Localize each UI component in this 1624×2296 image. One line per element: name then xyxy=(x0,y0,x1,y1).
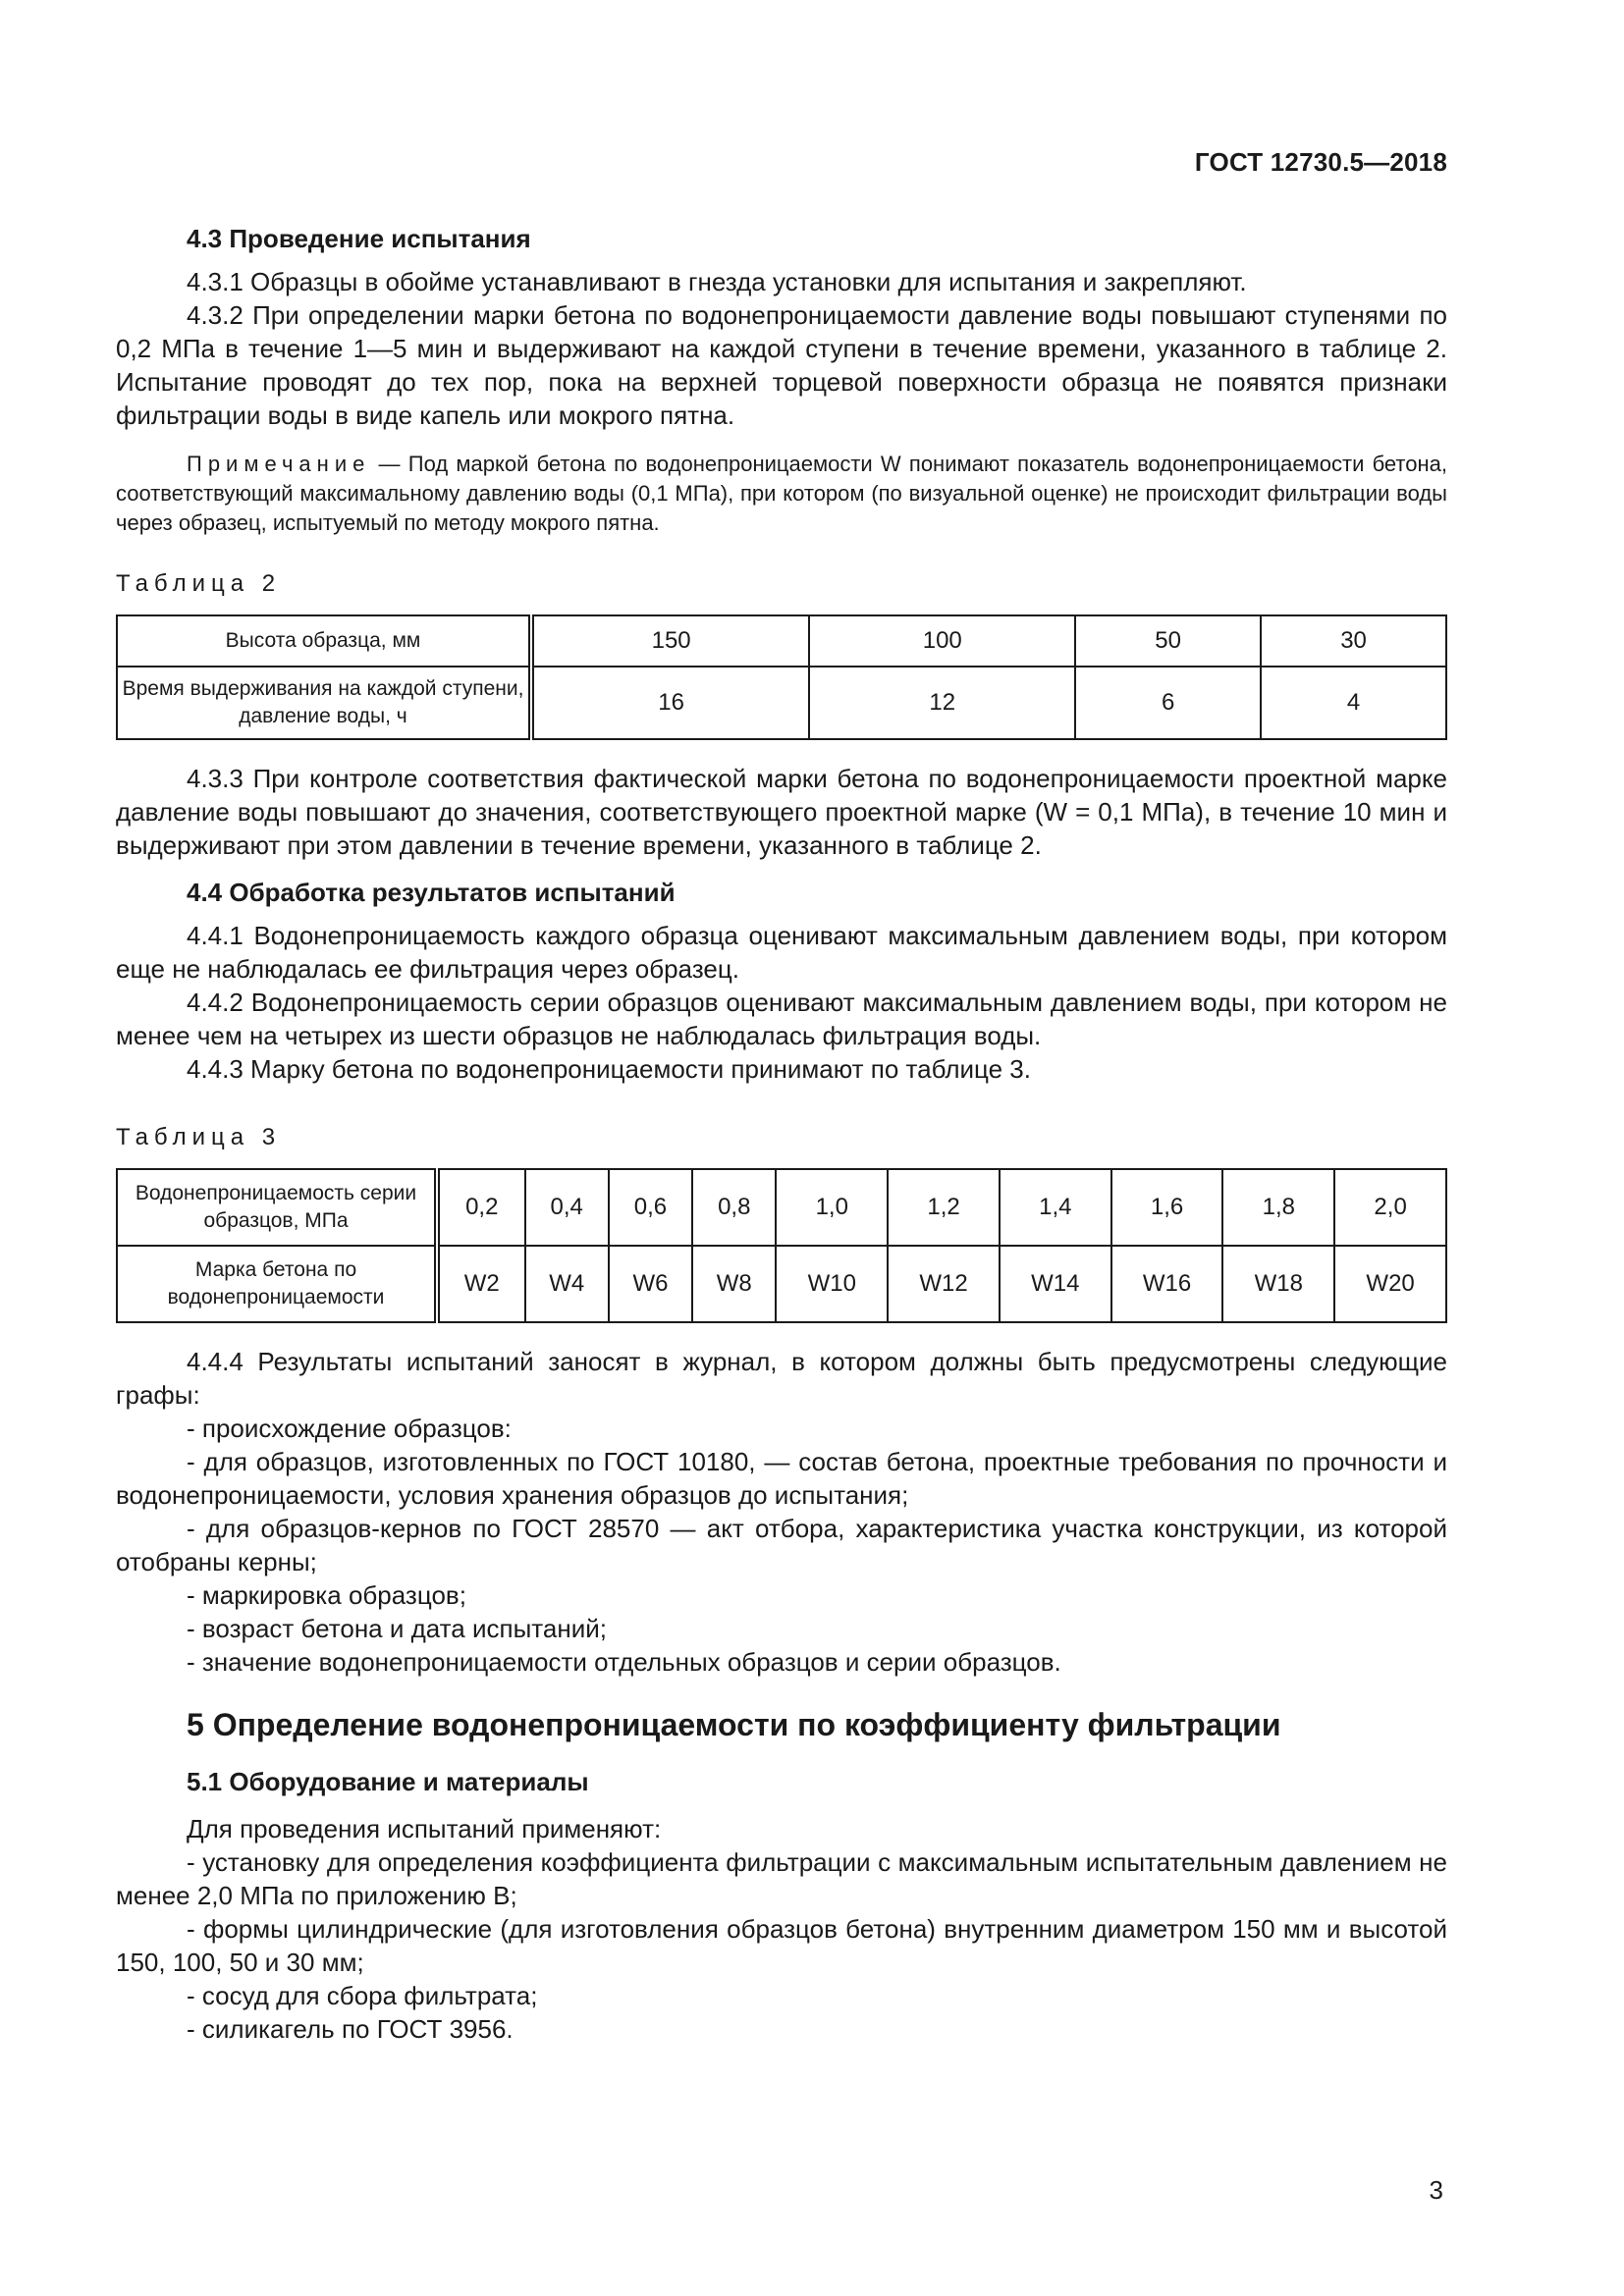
table-cell: 50 xyxy=(1075,615,1261,667)
table-cell: 100 xyxy=(809,615,1075,667)
table-cell: 150 xyxy=(531,615,809,667)
table-cell: W12 xyxy=(888,1246,1000,1322)
paragraph-5-1-intro: Для проведения испытаний применяют: xyxy=(187,1814,662,1843)
table-cell: W16 xyxy=(1111,1246,1223,1322)
list-item: - для образцов-кернов по ГОСТ 28570 — акт отбора, характеристика участка конструкции, из которой отобраны керны; xyxy=(116,1514,1447,1576)
table-2-caption: Таблица 2 xyxy=(116,570,282,597)
table-cell: 12 xyxy=(809,667,1075,739)
heading-5-1: 5.1 Оборудование и материалы xyxy=(187,1767,589,1796)
table-cell: 0,2 xyxy=(437,1169,525,1246)
list-item: - возраст бетона и дата испытаний; xyxy=(187,1614,607,1643)
table-cell: W14 xyxy=(1000,1246,1111,1322)
paragraph-4-3-1: 4.3.1 Образцы в обойме устанавливают в гнезда установки для испытания и закрепляют. xyxy=(187,267,1247,296)
list-item: - сосуд для сбора фильтрата; xyxy=(187,1981,538,2010)
table-3 xyxy=(116,1168,1447,1323)
table-cell: W6 xyxy=(609,1246,692,1322)
table-cell: 6 xyxy=(1075,667,1261,739)
table-cell: 1,8 xyxy=(1222,1169,1334,1246)
document-body xyxy=(116,222,1447,2046)
table-cell: 1,0 xyxy=(776,1169,888,1246)
note-label: Примечание xyxy=(187,452,371,476)
table-cell: 30 xyxy=(1261,615,1446,667)
table-3-row1-header: Водонепроницаемость серии образцов, МПа xyxy=(117,1169,437,1246)
table-cell: 2,0 xyxy=(1334,1169,1446,1246)
list-item: - происхождение образцов: xyxy=(187,1414,512,1443)
paragraph-4-4-3: 4.4.3 Марку бетона по водонепроницаемости принимают по таблице 3. xyxy=(187,1054,1031,1084)
table-row xyxy=(117,667,1446,739)
table-cell: 0,4 xyxy=(525,1169,609,1246)
list-item: - силикагель по ГОСТ 3956. xyxy=(187,2014,514,2044)
paragraph-4-4-2: 4.4.2 Водонепроницаемость серии образцов оценивают максимальным давлением воды, при котором не менее чем на четырех из шести образцов не наблюдалась фильтрация воды. xyxy=(116,988,1447,1050)
paragraph-4-4-1: 4.4.1 Водонепроницаемость каждого образца оценивают максимальным давлением воды, при котором еще не наблюдалась ее фильтрация через образец. xyxy=(116,921,1447,984)
list-item: - формы цилиндрические (для изготовления образцов бетона) внутренним диаметром 150 мм и высотой 150, 100, 50 и 30 мм; xyxy=(116,1914,1447,1977)
document-code: ГОСТ 12730.5—2018 xyxy=(1194,147,1447,177)
table-row xyxy=(117,1246,1446,1322)
heading-5: 5 Определение водонепроницаемости по коэффициенту фильтрации xyxy=(187,1707,1281,1742)
paragraph-4-3-3: 4.3.3 При контроле соответствия фактической марки бетона по водонепроницаемости проектной марке давление воды повышают до значения, соответствующего проектной марке (W = 0,1 МПа), в течение 10 мин и выдерживают при этом давлении в течение времени, указанного в таблице 2. xyxy=(116,764,1447,860)
table-3-row2-header: Марка бетона по водонепроницаемости xyxy=(117,1246,437,1322)
list-item: - для образцов, изготовленных по ГОСТ 10180, — состав бетона, проектные требования по прочности и водонепроницаемости, условия хранения образцов до испытания; xyxy=(116,1447,1447,1510)
table-cell: W8 xyxy=(692,1246,776,1322)
table-cell: 1,2 xyxy=(888,1169,1000,1246)
table-row xyxy=(117,615,1446,667)
list-item: - установку для определения коэффициента фильтрации с максимальным испытательным давлением не менее 2,0 МПа по приложению В; xyxy=(116,1847,1447,1910)
paragraph-4-4-4: 4.4.4 Результаты испытаний заносят в журнал, в котором должны быть предусмотрены следующие графы: xyxy=(116,1347,1447,1410)
table-cell: 1,6 xyxy=(1111,1169,1223,1246)
note-text: — Под маркой бетона по водонепроницаемости W понимают показатель водонепроницаемости бетона, соответствующий максимальному давлению воды (0,1 МПа), при котором (по визуальной оценке) не происходит фильтрации воды через образец, испытуемый по методу мокрого пятна. xyxy=(116,452,1447,535)
heading-4-3: 4.3 Проведение испытания xyxy=(187,224,531,253)
table-cell: W2 xyxy=(437,1246,525,1322)
table-cell: 0,6 xyxy=(609,1169,692,1246)
list-item: - маркировка образцов; xyxy=(187,1580,466,1610)
list-item: - значение водонепроницаемости отдельных образцов и серии образцов. xyxy=(187,1647,1061,1677)
heading-4-4: 4.4 Обработка результатов испытаний xyxy=(187,878,676,907)
table-cell: W4 xyxy=(525,1246,609,1322)
table-2-row2-header: Время выдерживания на каждой ступени, давление воды, ч xyxy=(117,667,531,739)
table-cell: 1,4 xyxy=(1000,1169,1111,1246)
table-cell: 4 xyxy=(1261,667,1446,739)
table-cell: W18 xyxy=(1222,1246,1334,1322)
table-cell: 0,8 xyxy=(692,1169,776,1246)
table-cell: W10 xyxy=(776,1246,888,1322)
table-2 xyxy=(116,614,1447,740)
paragraph-4-3-2: 4.3.2 При определении марки бетона по водонепроницаемости давление воды повышают ступенями по 0,2 МПа в течение 1—5 мин и выдерживают на каждой ступени в течение времени, указанного в таблице 2. Испытание проводят до тех пор, пока на верхней торцевой поверхности образца не появятся признаки фильтрации воды в виде капель или мокрого пятна. xyxy=(116,300,1447,430)
table-cell: 16 xyxy=(531,667,809,739)
table-3-caption: Таблица 3 xyxy=(116,1124,282,1150)
table-row xyxy=(117,1169,1446,1246)
note xyxy=(116,450,1447,538)
table-cell: W20 xyxy=(1334,1246,1446,1322)
table-2-row1-header: Высота образца, мм xyxy=(117,615,531,667)
page-number: 3 xyxy=(1429,2175,1443,2205)
